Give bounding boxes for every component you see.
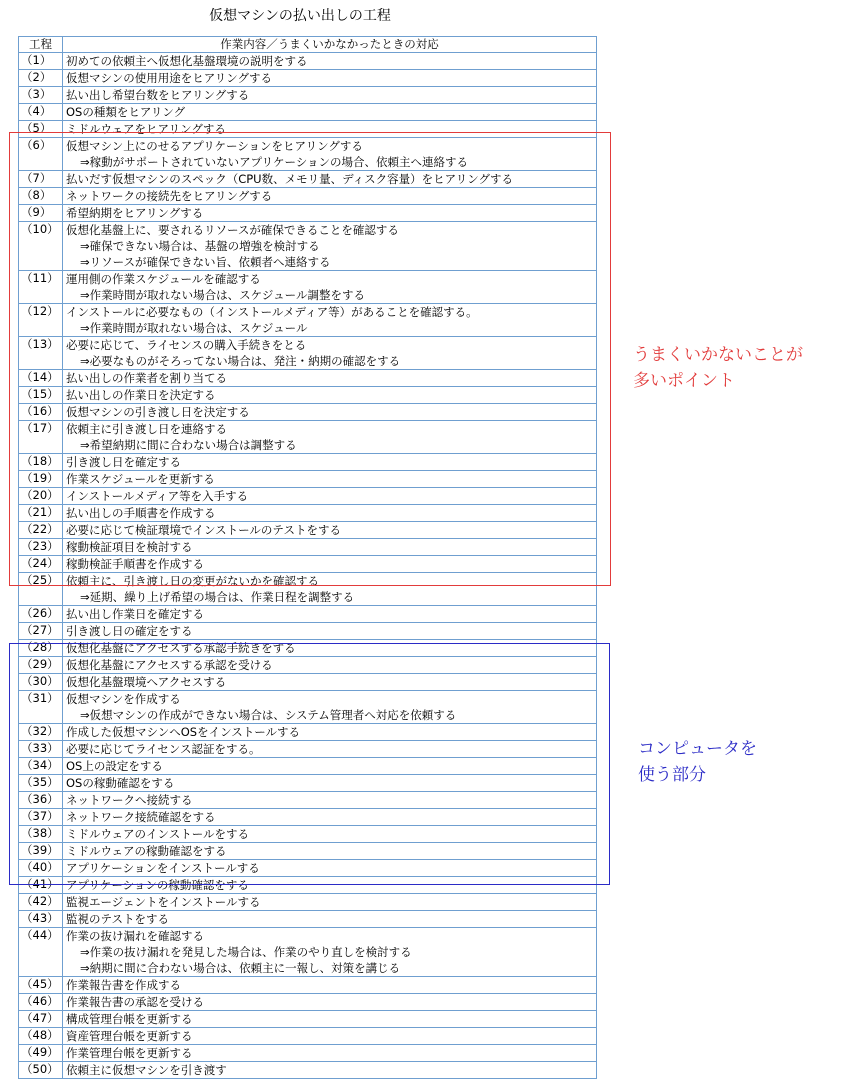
step-number: （14） — [19, 370, 63, 387]
step-content — [63, 1011, 597, 1028]
step-content — [63, 994, 597, 1011]
table-row — [19, 826, 597, 843]
step-main-line: 払いだす仮想マシンのスペック（CPU数、メモリ量、ディスク容量）をヒアリングする — [66, 172, 513, 186]
step-content — [63, 792, 597, 809]
step-content — [63, 87, 597, 104]
step-content — [63, 573, 597, 606]
step-main-line: 必要に応じて、ライセンスの購入手続きをとる — [66, 338, 307, 352]
table-row — [19, 977, 597, 994]
step-number: （45） — [19, 977, 63, 994]
step-content — [63, 539, 597, 556]
step-fallback-line: ⇒稼動がサポートされていないアプリケーションの場合、依頼主へ連絡する — [80, 155, 468, 169]
table-row — [19, 505, 597, 522]
step-fallback-line: ⇒作業時間が取れない場合は、スケジュール — [80, 321, 308, 335]
step-content — [63, 741, 597, 758]
step-content — [63, 70, 597, 87]
step-number: （22） — [19, 522, 63, 539]
step-content — [63, 271, 597, 304]
table-row — [19, 1062, 597, 1079]
step-number: （26） — [19, 606, 63, 623]
step-content — [63, 1062, 597, 1079]
step-main-line: ミドルウェアのインストールをする — [66, 827, 249, 841]
step-main-line: 作業報告書の承認を受ける — [66, 995, 204, 1009]
step-content — [63, 977, 597, 994]
table-row — [19, 421, 597, 454]
step-main-line: 払い出し作業日を確定する — [66, 607, 204, 621]
table-row — [19, 188, 597, 205]
table-row — [19, 741, 597, 758]
step-number: （48） — [19, 1028, 63, 1045]
step-number: （10） — [19, 222, 63, 271]
step-number: （38） — [19, 826, 63, 843]
step-number: （2） — [19, 70, 63, 87]
table-row — [19, 337, 597, 370]
step-content — [63, 121, 597, 138]
step-main-line: 構成管理台帳を更新する — [66, 1012, 193, 1026]
step-number: （28） — [19, 640, 63, 657]
step-number: （49） — [19, 1045, 63, 1062]
step-content — [63, 53, 597, 70]
step-number: （5） — [19, 121, 63, 138]
step-main-line: ネットワーク接続確認をする — [66, 810, 216, 824]
step-content — [63, 894, 597, 911]
table-row — [19, 304, 597, 337]
step-main-line: 必要に応じてライセンス認証をする。 — [66, 742, 261, 756]
table-row — [19, 539, 597, 556]
step-main-line: 必要に応じて検証環境でインストールのテストをする — [66, 523, 341, 537]
step-content — [63, 911, 597, 928]
table-row — [19, 792, 597, 809]
step-main-line: 引き渡し日の確定をする — [66, 624, 193, 638]
table-row — [19, 1028, 597, 1045]
step-main-line: ネットワークへ接続する — [66, 793, 193, 807]
step-fallback-line: ⇒延期、繰り上げ希望の場合は、作業日程を調整する — [80, 590, 355, 604]
step-content — [63, 556, 597, 573]
step-main-line: 依頼主に引き渡し日を連絡する — [66, 422, 227, 436]
table-row — [19, 87, 597, 104]
step-main-line: 払い出しの作業者を割り当てる — [66, 371, 227, 385]
problem-area-note — [633, 342, 803, 394]
computer-use-note — [638, 736, 757, 788]
table-row — [19, 928, 597, 977]
step-number: （44） — [19, 928, 63, 977]
step-main-line: ネットワークの接続先をヒアリングする — [66, 189, 273, 203]
step-content — [63, 222, 597, 271]
step-main-line: OSの稼動確認をする — [66, 776, 175, 790]
step-number: （17） — [19, 421, 63, 454]
step-content — [63, 104, 597, 121]
step-fallback-line: ⇒確保できない場合は、基盤の増強を検討する — [80, 239, 320, 253]
step-main-line: インストールに必要なもの（インストールメディア等）があることを確認する。 — [66, 305, 478, 319]
step-number: （25） — [19, 573, 63, 606]
step-content — [63, 138, 597, 171]
step-number: （36） — [19, 792, 63, 809]
step-number: （16） — [19, 404, 63, 421]
step-number: （11） — [19, 271, 63, 304]
problem-note-line: 多いポイント — [633, 371, 735, 391]
step-number: （27） — [19, 623, 63, 640]
step-number: （21） — [19, 505, 63, 522]
table-row — [19, 911, 597, 928]
step-main-line: ミドルウェアをヒアリングする — [66, 122, 226, 136]
column-header-content: 作業内容／うまくいかなかったときの対応 — [63, 37, 597, 53]
step-main-line: 仮想化基盤環境へアクセスする — [66, 675, 227, 689]
step-content — [63, 488, 597, 505]
step-main-line: 作業管理台帳を更新する — [66, 1046, 193, 1060]
column-header-step: 工程 — [19, 37, 63, 53]
table-row — [19, 205, 597, 222]
table-row — [19, 674, 597, 691]
step-number: （46） — [19, 994, 63, 1011]
step-content — [63, 877, 597, 894]
step-number: （8） — [19, 188, 63, 205]
step-content — [63, 758, 597, 775]
problem-note-line: うまくいかないことが — [633, 345, 803, 365]
step-number: （50） — [19, 1062, 63, 1079]
step-fallback-line: ⇒仮想マシンの作成ができない場合は、システム管理者へ対応を依頼する — [80, 708, 457, 722]
step-main-line: 仮想マシンの引き渡し日を決定する — [66, 405, 250, 419]
table-row — [19, 657, 597, 674]
step-main-line: 作業スケジュールを更新する — [66, 472, 215, 486]
step-main-line: OSの種類をヒアリング — [66, 105, 186, 119]
step-main-line: 資産管理台帳を更新する — [66, 1029, 193, 1043]
step-main-line: 仮想マシンの使用用途をヒアリングする — [66, 71, 273, 85]
step-number: （39） — [19, 843, 63, 860]
step-main-line: 仮想マシン上にのせるアプリケーションをヒアリングする — [66, 139, 363, 153]
table-header-row — [19, 37, 597, 53]
table-row — [19, 758, 597, 775]
table-row — [19, 53, 597, 70]
step-main-line: 作成した仮想マシンへOSをインストールする — [66, 725, 300, 739]
step-content — [63, 606, 597, 623]
step-fallback-line: ⇒リソースが確保できない旨、依頼者へ連絡する — [80, 255, 331, 269]
step-main-line: 運用側の作業スケジュールを確認する — [66, 272, 261, 286]
step-number: （3） — [19, 87, 63, 104]
table-row — [19, 370, 597, 387]
step-main-line: アプリケーションをインストールする — [66, 861, 260, 875]
step-main-line: 作業の抜け漏れを確認する — [66, 929, 204, 943]
step-main-line: 初めての依頼主へ仮想化基盤環境の説明をする — [66, 54, 308, 68]
step-number: （23） — [19, 539, 63, 556]
step-content — [63, 370, 597, 387]
step-main-line: 監視エージェントをインストールする — [66, 895, 261, 909]
step-main-line: OS上の設定をする — [66, 759, 163, 773]
table-row — [19, 1045, 597, 1062]
table-row — [19, 271, 597, 304]
step-number: （41） — [19, 877, 63, 894]
step-content — [63, 454, 597, 471]
step-fallback-line: ⇒作業時間が取れない場合は、スケジュール調整をする — [80, 288, 365, 302]
table-row — [19, 104, 597, 121]
step-number: （47） — [19, 1011, 63, 1028]
step-content — [63, 337, 597, 370]
step-main-line: 依頼主に、引き渡し日の変更がないかを確認する — [66, 574, 319, 588]
step-fallback-line: ⇒希望納期に間に合わない場合は調整する — [80, 438, 297, 452]
table-row — [19, 522, 597, 539]
step-main-line: 仮想化基盤にアクセスする承認手続きをする — [66, 641, 296, 655]
table-row — [19, 1011, 597, 1028]
step-number: （32） — [19, 724, 63, 741]
step-content — [63, 623, 597, 640]
step-number: （4） — [19, 104, 63, 121]
step-number: （24） — [19, 556, 63, 573]
table-row — [19, 994, 597, 1011]
step-main-line: 払い出しの作業日を決定する — [66, 388, 216, 402]
step-number: （18） — [19, 454, 63, 471]
computer-use-note-line: 使う部分 — [638, 765, 706, 785]
step-main-line: 作業報告書を作成する — [66, 978, 181, 992]
table-row — [19, 843, 597, 860]
table-row — [19, 171, 597, 188]
step-content — [63, 471, 597, 488]
step-content — [63, 928, 597, 977]
table-row — [19, 387, 597, 404]
step-content — [63, 691, 597, 724]
step-content — [63, 843, 597, 860]
table-row — [19, 775, 597, 792]
table-row — [19, 894, 597, 911]
table-row — [19, 70, 597, 87]
step-number: （7） — [19, 171, 63, 188]
step-content — [63, 188, 597, 205]
step-content — [63, 205, 597, 222]
step-main-line: 引き渡し日を確定する — [66, 455, 181, 469]
step-main-line: 稼動検証手順書を作成する — [66, 557, 204, 571]
table-row — [19, 471, 597, 488]
step-main-line: 希望納期をヒアリングする — [66, 206, 204, 220]
table-row — [19, 640, 597, 657]
step-main-line: 払い出し希望台数をヒアリングする — [66, 88, 250, 102]
step-main-line: 依頼主に仮想マシンを引き渡す — [66, 1063, 227, 1077]
step-content — [63, 171, 597, 188]
step-content — [63, 505, 597, 522]
step-number: （6） — [19, 138, 63, 171]
table-row — [19, 488, 597, 505]
step-content — [63, 724, 597, 741]
table-row — [19, 573, 597, 606]
step-number: （13） — [19, 337, 63, 370]
step-number: （1） — [19, 53, 63, 70]
step-number: （40） — [19, 860, 63, 877]
step-main-line: 監視のテストをする — [66, 912, 170, 926]
step-content — [63, 404, 597, 421]
step-main-line: 仮想マシンを作成する — [66, 692, 181, 706]
step-main-line: 仮想化基盤上に、要されるリソースが確保できることを確認する — [66, 223, 399, 237]
table-row — [19, 404, 597, 421]
step-number: （15） — [19, 387, 63, 404]
table-row — [19, 623, 597, 640]
step-number: （43） — [19, 911, 63, 928]
step-main-line: アプリケーションの稼動確認をする — [66, 878, 249, 892]
step-number: （33） — [19, 741, 63, 758]
step-fallback-line: ⇒納期に間に合わない場合は、依頼主に一報し、対策を講じる — [80, 961, 401, 975]
step-number: （9） — [19, 205, 63, 222]
step-content — [63, 304, 597, 337]
step-content — [63, 775, 597, 792]
step-number: （30） — [19, 674, 63, 691]
table-row — [19, 860, 597, 877]
table-row — [19, 691, 597, 724]
step-content — [63, 657, 597, 674]
table-row — [19, 724, 597, 741]
step-content — [63, 809, 597, 826]
step-number: （19） — [19, 471, 63, 488]
table-row — [19, 222, 597, 271]
step-number: （12） — [19, 304, 63, 337]
step-content — [63, 387, 597, 404]
table-row — [19, 454, 597, 471]
step-number: （42） — [19, 894, 63, 911]
step-content — [63, 421, 597, 454]
step-content — [63, 860, 597, 877]
table-row — [19, 556, 597, 573]
step-main-line: ミドルウェアの稼動確認をする — [66, 844, 227, 858]
step-main-line: 仮想化基盤にアクセスする承認を受ける — [66, 658, 273, 672]
computer-use-note-line: コンピュータを — [638, 739, 757, 759]
step-fallback-line: ⇒必要なものがそろってない場合は、発注・納期の確認をする — [80, 354, 401, 368]
step-number: （20） — [19, 488, 63, 505]
page-title: 仮想マシンの払い出しの工程 — [209, 8, 391, 24]
step-number: （35） — [19, 775, 63, 792]
table-row — [19, 877, 597, 894]
step-fallback-line: ⇒作業の抜け漏れを発見した場合は、作業のやり直しを検討する — [80, 945, 412, 959]
process-table — [18, 36, 597, 1079]
step-number: （31） — [19, 691, 63, 724]
step-content — [63, 640, 597, 657]
step-content — [63, 1045, 597, 1062]
step-content — [63, 826, 597, 843]
step-content — [63, 674, 597, 691]
step-number: （29） — [19, 657, 63, 674]
step-number: （37） — [19, 809, 63, 826]
table-row — [19, 809, 597, 826]
step-content — [63, 522, 597, 539]
table-row — [19, 606, 597, 623]
step-main-line: 払い出しの手順書を作成する — [66, 506, 216, 520]
step-main-line: 稼動検証項目を検討する — [66, 540, 193, 554]
step-content — [63, 1028, 597, 1045]
table-row — [19, 138, 597, 171]
step-main-line: インストールメディア等を入手する — [66, 489, 249, 503]
step-number: （34） — [19, 758, 63, 775]
table-row — [19, 121, 597, 138]
